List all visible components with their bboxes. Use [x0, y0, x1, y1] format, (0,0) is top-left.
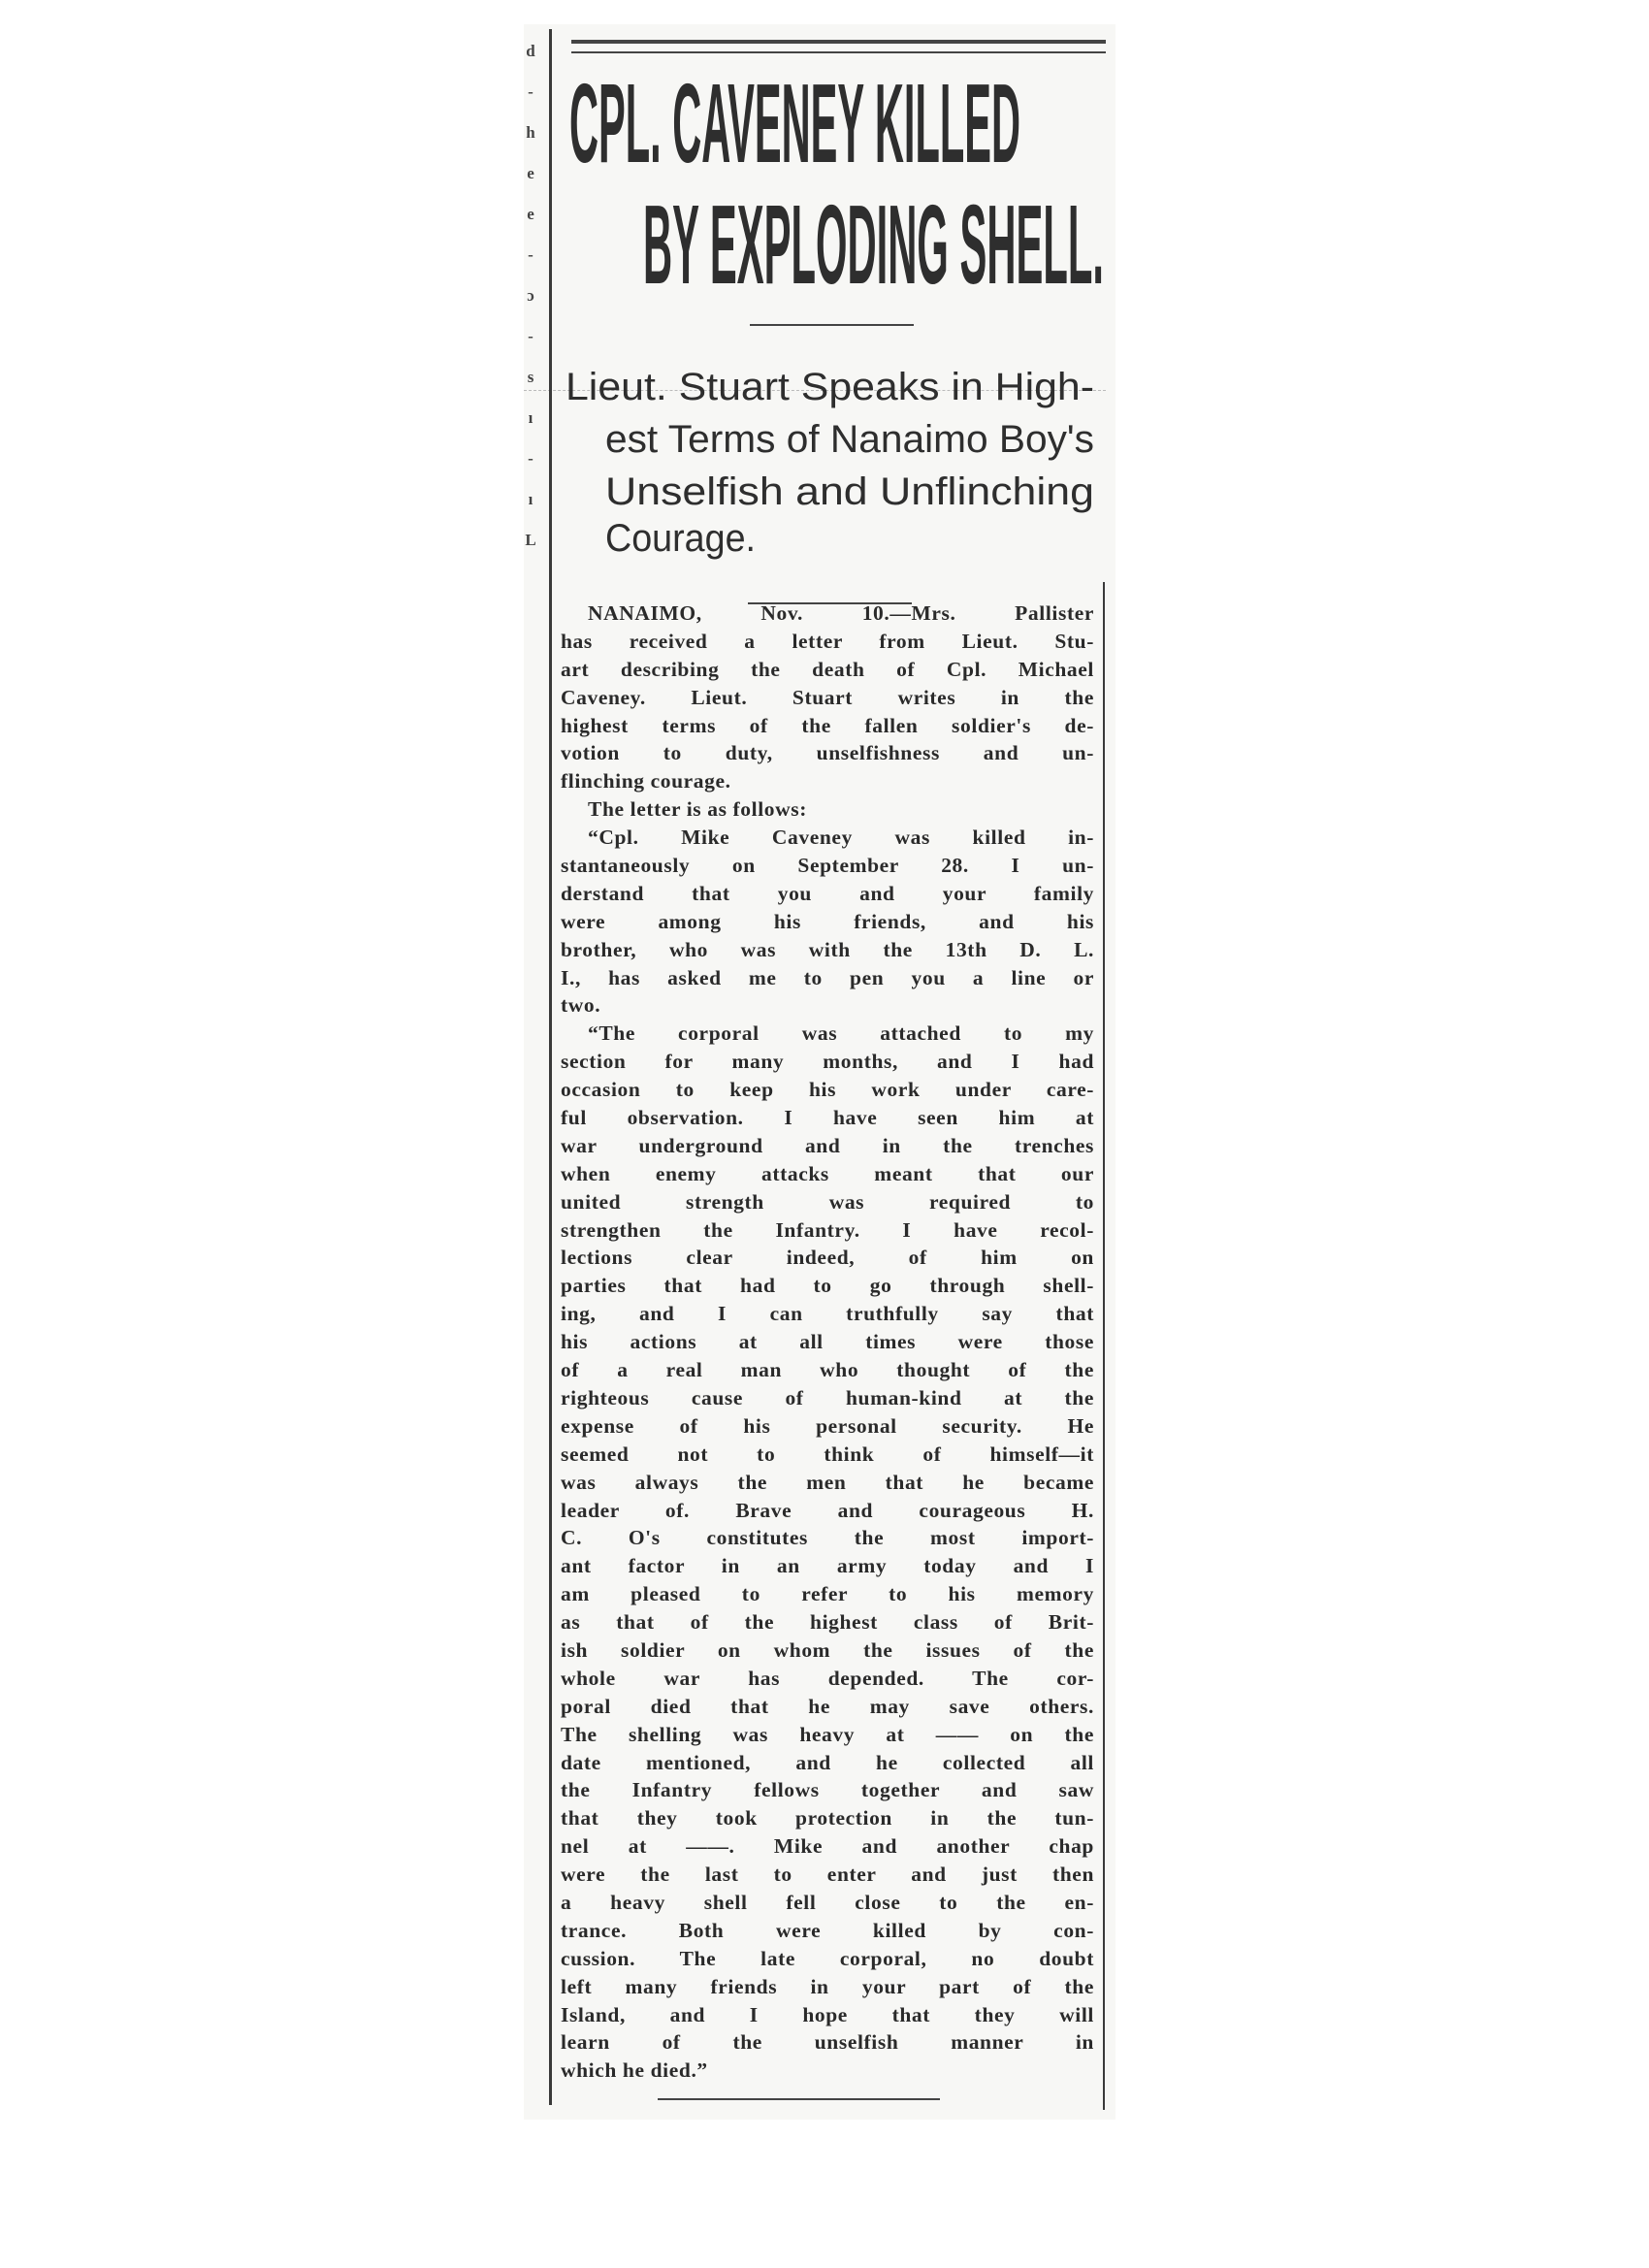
article-line: ish soldier on whom the issues of the [561, 1637, 1094, 1662]
article-line: war underground and in the trenches [561, 1133, 1094, 1157]
article-line: I., has asked me to pen you a line or [561, 965, 1094, 989]
subhead-line-4: Courage. [605, 517, 756, 560]
article-line: section for many months, and I had [561, 1050, 1094, 1074]
margin-fragment: s [527, 368, 534, 386]
margin-fragment: - [528, 245, 534, 264]
article-line: ful observation. I have seen him at [561, 1106, 1094, 1130]
article-line: the Infantry fellows together and saw [561, 1778, 1094, 1802]
subhead-line-3: Unselfish and Unflinching [605, 470, 1094, 513]
article-line: The shelling was heavy at —— on the [561, 1722, 1094, 1746]
margin-fragment: e [527, 205, 534, 223]
article-line: derstand that you and your family [561, 881, 1094, 905]
end-rule [658, 2098, 940, 2100]
article-line: date mentioned, and he collected all [561, 1750, 1094, 1774]
article-line: art describing the death of Cpl. Michael [561, 657, 1094, 681]
article-line: brother, who was with the 13th D. L. [561, 937, 1094, 961]
margin-fragment: - [528, 327, 534, 345]
headline-block [0, 0, 1649, 679]
article-line: NANAIMO, Nov. 10.—Mrs. Pallister [588, 601, 1094, 625]
article-body [561, 599, 1094, 2085]
article-line: C. O's constitutes the most import- [561, 1526, 1094, 1550]
article-line: when enemy attacks meant that our [561, 1161, 1094, 1185]
article-line: nel at ——. Mike and another chap [561, 1834, 1094, 1859]
article-line: poral died that he may save others. [561, 1694, 1094, 1718]
article-line: were among his friends, and his [561, 909, 1094, 933]
article-line: stantaneously on September 28. I un- [561, 854, 1094, 878]
margin-fragment: ɔ [527, 286, 534, 305]
margin-fragment: ı [528, 490, 534, 508]
margin-fragment: ı [528, 408, 534, 427]
margin-fragment: d [526, 42, 535, 60]
article-line: Caveney. Lieut. Stuart writes in the [561, 685, 1094, 709]
article-line: has received a letter from Lieut. Stu- [561, 629, 1094, 653]
article-line: united strength was required to [561, 1189, 1094, 1214]
article-line: two. [561, 993, 601, 1018]
article-line: ing, and I can truthfully say that [561, 1302, 1094, 1326]
margin-fragment: h [526, 123, 535, 142]
margin-fragment: L [525, 531, 536, 549]
article-line: strengthen the Infantry. I have recol- [561, 1217, 1094, 1242]
subhead-line-1: Lieut. Stuart Speaks in High- [566, 366, 1094, 408]
article-line: votion to duty, unselfishness and un- [561, 741, 1094, 765]
article-line: “The corporal was attached to my [588, 1021, 1094, 1046]
headline-line-2: BY EXPLODING SHELL. [643, 181, 1104, 308]
article-line: which he died.” [561, 2058, 708, 2083]
article-line: lections clear indeed, of him on [561, 1246, 1094, 1270]
article-line: a heavy shell fell close to the en- [561, 1890, 1094, 1914]
article-line: expense of his personal security. He [561, 1413, 1094, 1438]
article-line: am pleased to refer to his memory [561, 1582, 1094, 1606]
margin-fragment: - [528, 449, 534, 468]
article-line: The letter is as follows: [588, 797, 807, 822]
article-line: cussion. The late corporal, no doubt [561, 1946, 1094, 1970]
subhead-line-2: est Terms of Nanaimo Boy's [605, 418, 1094, 461]
article-line: whole war has depended. The cor- [561, 1666, 1094, 1690]
article-line: righteous cause of human-kind at the [561, 1385, 1094, 1409]
article-line: of a real man who thought of the [561, 1358, 1094, 1382]
article-line: occasion to keep his work under care- [561, 1078, 1094, 1102]
article-line: parties that had to go through shell- [561, 1274, 1094, 1298]
article-line: “Cpl. Mike Caveney was killed in- [588, 826, 1094, 850]
article-line: ant factor in an army today and I [561, 1554, 1094, 1578]
article-line: trance. Both were killed by con- [561, 1918, 1094, 1942]
headline-line-1: CPL. CAVENEY KILLED [569, 60, 1020, 186]
article-line: leader of. Brave and courageous H. [561, 1498, 1094, 1522]
article-line: flinching courage. [561, 769, 731, 794]
margin-fragment: - [528, 82, 534, 101]
article-line: his actions at all times were those [561, 1330, 1094, 1354]
margin-fragment: e [527, 164, 534, 182]
article-line: highest terms of the fallen soldier's de- [561, 713, 1094, 737]
article-line: seemed not to think of himself—it [561, 1442, 1094, 1466]
article-line: Island, and I hope that they will [561, 2002, 1094, 2026]
article-line: left many friends in your part of the [561, 1974, 1094, 1998]
article-line: were the last to enter and just then [561, 1863, 1094, 1887]
column-rule-right [1103, 582, 1105, 2110]
article-line: learn of the unselfish manner in [561, 2030, 1094, 2055]
article-line: was always the men that he became [561, 1470, 1094, 1494]
article-line: that they took protection in the tun- [561, 1806, 1094, 1831]
article-line: as that of the highest class of Brit- [561, 1610, 1094, 1635]
